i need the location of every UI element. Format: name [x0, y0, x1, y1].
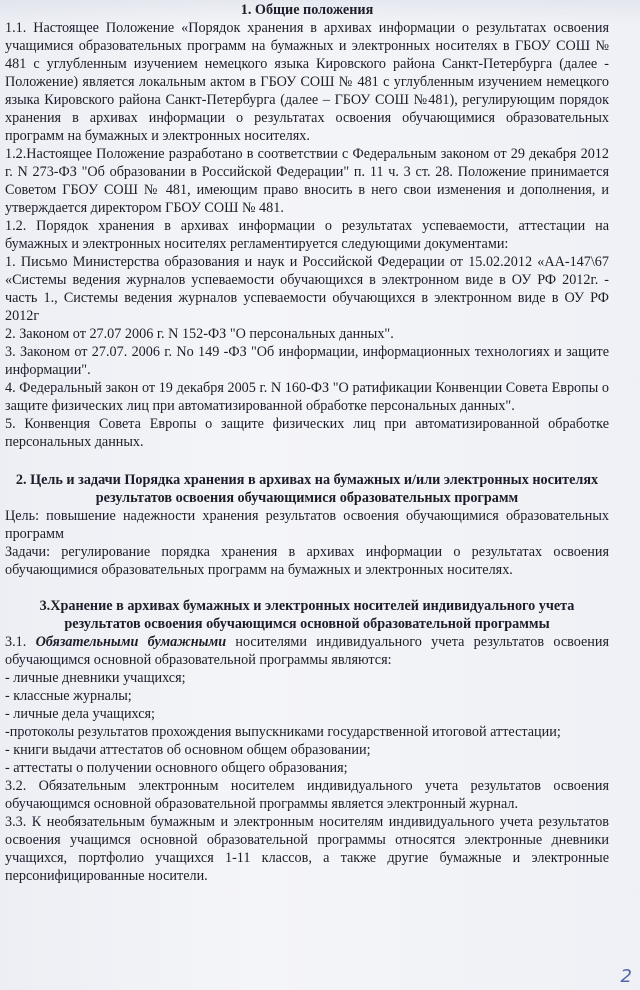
document-body	[5, 0, 609, 885]
doc-item-3: 3. Законом от 27.07. 2006 г. No 149 -ФЗ "Об информации, информационных технологиях и защите информации".	[5, 344, 609, 378]
paragraph-3-1-number: 3.1.	[5, 634, 36, 650]
paragraph-1-1: 1.1. Настоящее Положение «Порядок хранения в архивах информации о результатах освоения учащимися образовательных программ на бумажных и электронных носителях в ГБОУ СОШ № 481 с углубленным изучением немецкого языка Кировского района Санкт-Петербурга (далее - Положение) является локальным актом в ГБОУ СОШ № 481 с углубленным изучением немецкого языка Кировского района Санкт-Петербурга (далее – ГБОУ СОШ №481), регулирующим порядок хранения в архивах информации о результатах освоения обучающимися образовательных программ на бумажных и электронных носителях.	[5, 20, 609, 144]
list-item: - книги выдачи аттестатов об основном общем образовании;	[5, 742, 371, 758]
list-item: - классные журналы;	[5, 688, 132, 704]
section-2-goal: Цель: повышение надежности хранения результатов освоения обучающимися образовательных программ	[5, 508, 609, 542]
doc-item-4: 4. Федеральный закон от 19 декабря 2005 г. N 160-ФЗ "О ратификации Конвенции Совета Европы о защите физических лиц при автоматизированной обработке персональных данных".	[5, 380, 609, 414]
section-2-title: 2. Цель и задачи Порядка хранения в архивах на бумажных и/или электронных носителях результатов освоения обучающимися образовательных программ	[15, 472, 599, 506]
paragraph-3-2: 3.2. Обязательным электронным носителем индивидуального учета результатов освоения обучающимся основной образовательной программы является электронный журнал.	[5, 778, 609, 812]
doc-item-5: 5. Конвенция Совета Европы о защите физических лиц при автоматизированной обработке персональных данных.	[5, 416, 609, 450]
paragraph-3-3: 3.3. К необязательным бумажным и электронным носителям индивидуального учета результатов освоения учащимся основной образовательной программы относятся электронные дневники учащихся, портфолио учащихся 1-11 классов, а также другие бумажные и электронные персонифицированные носители.	[5, 814, 609, 884]
doc-item-1: 1. Письмо Министерства образования и наук и Российской Федерации от 15.02.2012 «АА-147\67 «Системы ведения журналов успеваемости обучающихся в электронном виде в ОУ РФ 2012г. - часть 1., Системы ведения журналов успеваемости обучающихся в электронном виде в ОУ РФ 2012г	[5, 254, 609, 324]
list-item: -протоколы результатов прохождения выпускниками государственной итоговой аттестации;	[5, 724, 561, 740]
carrier-list	[5, 669, 609, 777]
paragraph-1-2-docs-intro: 1.2. Порядок хранения в архивах информации о результатах успеваемости, аттестации на бумажных и электронных носителях регламентируется следующими документами:	[5, 218, 609, 252]
paragraph-3-1-rest: носителями индивидуального учета результатов освоения обучающимся основной образовательной программы являются:	[5, 634, 609, 668]
list-item: - личные дневники учащихся;	[5, 670, 186, 686]
paragraph-3-1	[5, 633, 609, 669]
section-1-title: 1. Общие положения	[240, 2, 374, 18]
list-item: - аттестаты о получении основного общего образования;	[5, 760, 348, 776]
paragraph-3-1-emphasis: Обязательными бумажными	[35, 634, 227, 650]
doc-item-2: 2. Законом от 27.07 2006 г. N 152-ФЗ "О персональных данных".	[5, 326, 394, 342]
page-number: 2	[620, 966, 632, 987]
paragraph-1-2: 1.2.Настоящее Положение разработано в соответствии с Федеральным законом от 29 декабря 2012 г. N 273-ФЗ "Об образовании в Российской Федерации" п. 11 ч. 3 ст. 28. Положение принимается Советом ГБОУ СОШ № 481, имеющим право вносить в него свои изменения и дополнения, и утверждается директором ГБОУ СОШ № 481.	[5, 146, 609, 216]
list-item: - личные дела учащихся;	[5, 706, 155, 722]
section-3-title: 3.Хранение в архивах бумажных и электронных носителей индивидуального учета результатов освоения обучающимся основной образовательной программы	[39, 598, 575, 632]
section-2-tasks: Задачи: регулирование порядка хранения в архивах информации о результатах освоения обучающимися образовательных программ на бумажных и электронных носителях.	[5, 544, 609, 578]
